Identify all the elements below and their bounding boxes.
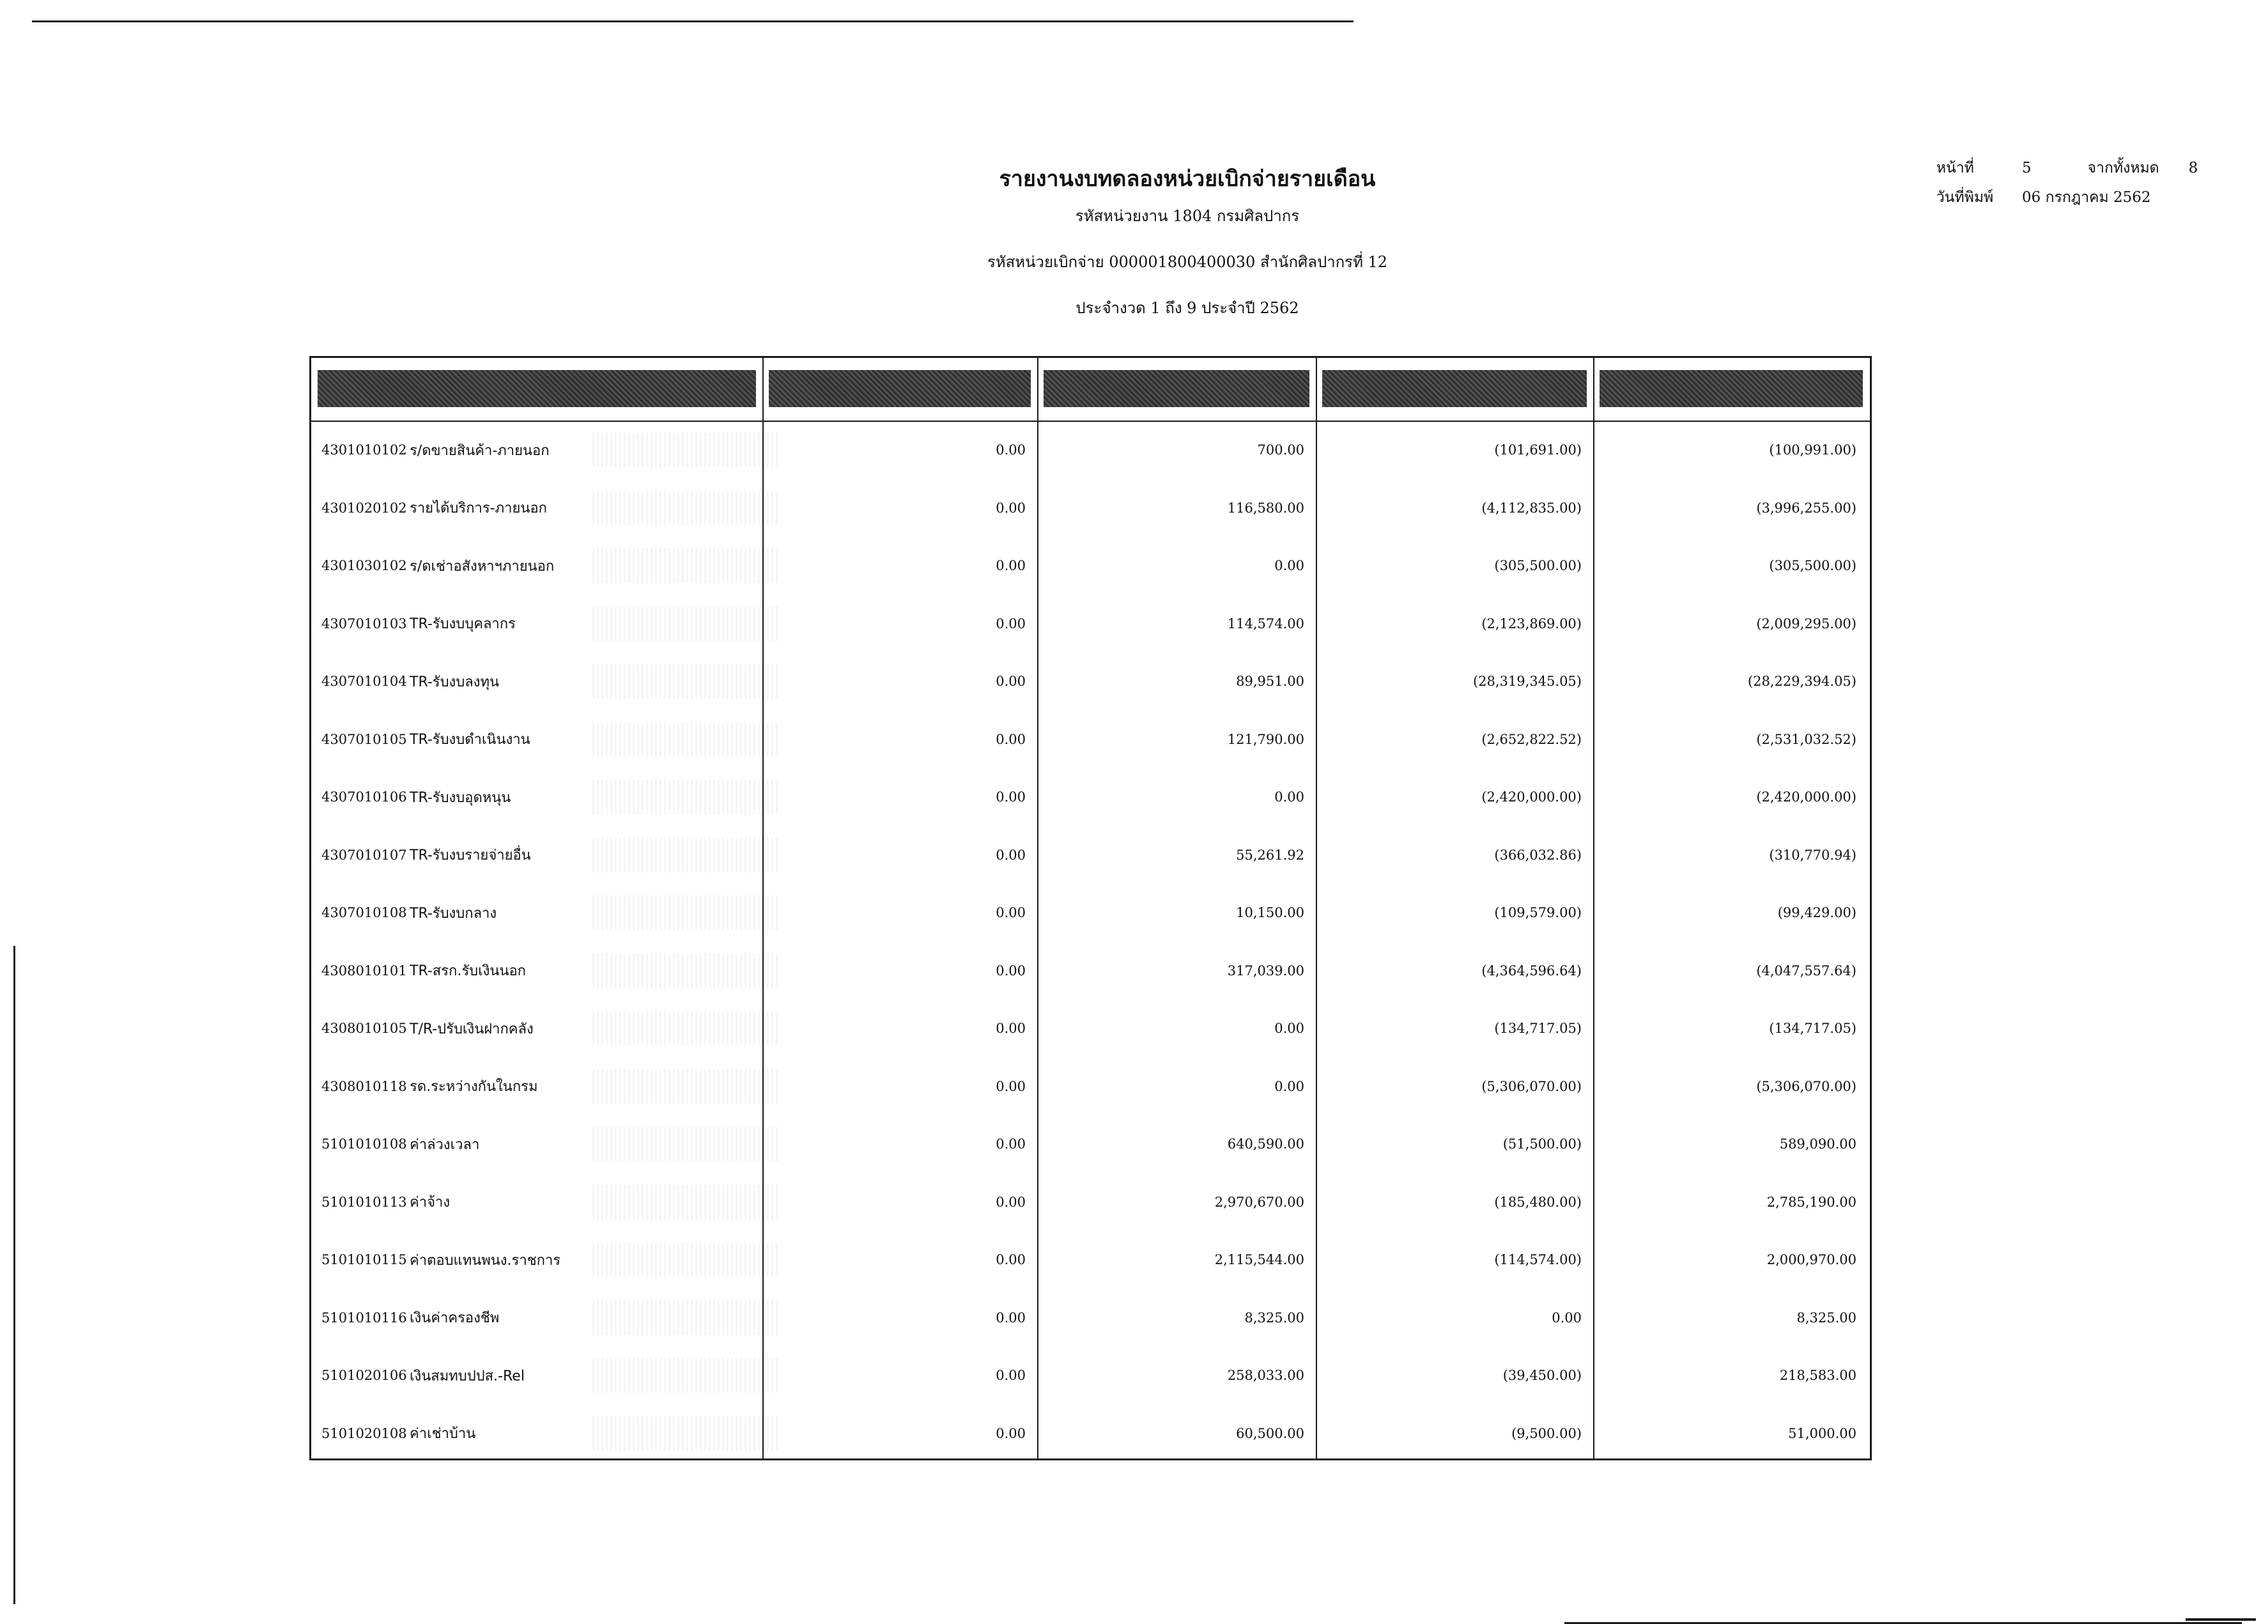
value-col2-text: 0.00 — [1274, 558, 1304, 574]
account-code: 5101010116 — [321, 1310, 407, 1326]
account-code: 5101020106 — [321, 1368, 407, 1384]
value-col1-text: 0.00 — [996, 1368, 1026, 1384]
value-col3 — [1317, 1000, 1593, 1058]
value-col2 — [1038, 884, 1316, 942]
table-row — [311, 537, 1870, 595]
value-col3 — [1317, 826, 1593, 885]
value-col1-text: 0.00 — [996, 558, 1026, 574]
value-col3 — [1317, 711, 1593, 769]
account-code: 5101010115 — [321, 1252, 407, 1268]
scan-border-top — [32, 20, 1354, 22]
scan-border-bottom-mark — [2186, 1618, 2256, 1621]
value-col1-text: 0.00 — [996, 442, 1026, 458]
account-code: 4308010118 — [321, 1078, 407, 1094]
value-col3-text: (4,364,596.64) — [1481, 963, 1582, 978]
value-col1 — [762, 884, 1037, 942]
account-name: TR-รับงบอุดหนุน — [410, 789, 511, 806]
account-name: ร/ดเช่าอสังหาฯภายนอก — [410, 558, 555, 575]
value-col4-text: 2,000,970.00 — [1766, 1252, 1856, 1268]
account-code: 5101010113 — [321, 1194, 407, 1210]
table-row — [311, 1173, 1870, 1232]
value-col1 — [762, 1058, 1037, 1116]
table-row — [311, 1405, 1870, 1463]
value-col1 — [762, 421, 1037, 479]
scan-border-left — [13, 946, 15, 1604]
account-code: 4307010103 — [321, 615, 407, 631]
table-header-row — [311, 358, 1870, 422]
page-info — [1936, 153, 2198, 212]
account-name: TR-รับงบกลาง — [410, 905, 497, 922]
print-date: 06 กรกฎาคม 2562 — [2022, 189, 2151, 206]
value-col3-text: (39,450.00) — [1502, 1368, 1582, 1384]
account-code: 4307010107 — [321, 847, 407, 863]
account-cell — [321, 421, 762, 479]
table-row — [311, 595, 1870, 653]
table-row — [311, 1231, 1870, 1289]
value-col1 — [762, 1347, 1037, 1405]
value-col3-text: (185,480.00) — [1494, 1194, 1582, 1210]
value-col1 — [762, 1173, 1037, 1232]
value-col1-text: 0.00 — [996, 1252, 1026, 1268]
value-col4 — [1594, 595, 1868, 653]
value-col2 — [1038, 421, 1316, 479]
value-col4-text: (28,229,394.05) — [1747, 674, 1856, 690]
trial-balance-table — [309, 356, 1872, 1460]
account-code: 4308010105 — [321, 1021, 407, 1037]
value-col2-text: 0.00 — [1274, 789, 1304, 805]
value-col4 — [1594, 1173, 1868, 1232]
value-col4-text: (4,047,557.64) — [1756, 963, 1856, 978]
value-col2 — [1038, 1289, 1316, 1347]
value-col4 — [1594, 421, 1868, 479]
value-col1 — [762, 1231, 1037, 1289]
value-col2 — [1038, 768, 1316, 826]
value-col4-text: 589,090.00 — [1779, 1136, 1856, 1152]
account-name: เงินค่าครองชีพ — [410, 1310, 500, 1327]
account-name: TR-สรก.รับเงินนอก — [410, 963, 526, 980]
value-col4-text: (305,500.00) — [1769, 558, 1856, 574]
value-col3 — [1317, 653, 1593, 711]
table-row — [311, 884, 1870, 942]
value-col3-text: (366,032.86) — [1494, 847, 1582, 863]
account-code: 4307010104 — [321, 674, 407, 690]
value-col3-text: (9,500.00) — [1511, 1425, 1582, 1441]
value-col2-text: 0.00 — [1274, 1021, 1304, 1037]
value-col2-text: 2,970,670.00 — [1214, 1194, 1304, 1210]
value-col4-text: (2,420,000.00) — [1756, 789, 1856, 805]
value-col1 — [762, 479, 1037, 537]
value-col2-text: 55,261.92 — [1236, 847, 1304, 863]
account-cell — [321, 1058, 762, 1116]
value-col1-text: 0.00 — [996, 674, 1026, 690]
value-col4-text: (2,009,295.00) — [1756, 615, 1856, 631]
value-col2-text: 10,150.00 — [1236, 905, 1304, 921]
value-col1 — [762, 942, 1037, 1000]
account-code: 4301020102 — [321, 500, 407, 516]
value-col3-text: (114,574.00) — [1494, 1252, 1582, 1268]
period-line: ประจำงวด 1 ถึง 9 ประจำปี 2562 — [1076, 299, 1299, 317]
value-col3-text: (109,579.00) — [1494, 905, 1582, 921]
account-name: ค่าตอบแทนพนง.ราชการ — [410, 1252, 561, 1269]
table-row — [311, 826, 1870, 885]
value-col3 — [1317, 479, 1593, 537]
account-name: TR-รับงบลงทุน — [410, 674, 500, 690]
value-col1-text: 0.00 — [996, 731, 1026, 747]
value-col3 — [1317, 942, 1593, 1000]
value-col1-text: 0.00 — [996, 847, 1026, 863]
value-col2-text: 700.00 — [1257, 442, 1304, 458]
table-row — [311, 1115, 1870, 1173]
value-col3-text: (4,112,835.00) — [1481, 500, 1582, 516]
value-col1-text: 0.00 — [996, 500, 1026, 516]
value-col3-text: (101,691.00) — [1494, 442, 1582, 458]
account-cell — [321, 1115, 762, 1173]
value-col2-text: 121,790.00 — [1227, 731, 1304, 747]
value-col2 — [1038, 595, 1316, 653]
account-name: รด.ระหว่างกันในกรม — [410, 1079, 538, 1095]
value-col2 — [1038, 1405, 1316, 1463]
value-col3-text: (28,319,345.05) — [1472, 674, 1582, 690]
account-cell — [321, 537, 762, 595]
total-pages-label: จากทั้งหมด — [2087, 160, 2159, 176]
account-code: 4301030102 — [321, 558, 407, 574]
value-col4 — [1594, 1000, 1868, 1058]
value-col4-text: (134,717.05) — [1769, 1021, 1856, 1037]
value-col3-text: 0.00 — [1552, 1310, 1582, 1326]
value-col2 — [1038, 826, 1316, 885]
print-date-row — [1936, 183, 2198, 212]
account-name: TR-รับงบบุคลากร — [410, 616, 516, 633]
value-col2-text: 89,951.00 — [1236, 674, 1304, 690]
header-cell-col4 — [1600, 370, 1863, 407]
value-col3 — [1317, 1231, 1593, 1289]
value-col3-text: (2,420,000.00) — [1481, 789, 1582, 805]
header-cell-col3 — [1322, 370, 1587, 407]
table-row — [311, 768, 1870, 826]
header-cell-account — [318, 370, 756, 407]
value-col4 — [1594, 884, 1868, 942]
value-col1-text: 0.00 — [996, 1078, 1026, 1094]
value-col1 — [762, 1000, 1037, 1058]
value-col2-text: 8,325.00 — [1244, 1310, 1304, 1326]
value-col4 — [1594, 479, 1868, 537]
account-cell — [321, 1173, 762, 1232]
value-col4-text: (100,991.00) — [1769, 442, 1856, 458]
value-col3 — [1317, 537, 1593, 595]
value-col3-text: (5,306,070.00) — [1481, 1078, 1582, 1094]
value-col4-text: 51,000.00 — [1788, 1425, 1856, 1441]
value-col2-text: 317,039.00 — [1227, 963, 1304, 978]
value-col4 — [1594, 942, 1868, 1000]
account-name: ค่าจ้าง — [410, 1195, 451, 1211]
account-name: เงินสมทบปปส.-Rel — [410, 1368, 525, 1384]
value-col1-text: 0.00 — [996, 1194, 1026, 1210]
table-row — [311, 942, 1870, 1000]
account-name: ร/ดขายสินค้า-ภายนอก — [410, 442, 550, 459]
account-cell — [321, 1000, 762, 1058]
value-col1 — [762, 711, 1037, 769]
account-code: 5101010108 — [321, 1136, 407, 1152]
value-col3-text: (2,652,822.52) — [1481, 731, 1582, 747]
account-cell — [321, 1289, 762, 1347]
value-col3-text: (51,500.00) — [1502, 1136, 1582, 1152]
value-col1-text: 0.00 — [996, 789, 1026, 805]
value-col2 — [1038, 1115, 1316, 1173]
account-code: 4308010101 — [321, 963, 407, 978]
value-col2 — [1038, 653, 1316, 711]
total-pages: 8 — [2188, 160, 2198, 176]
value-col2 — [1038, 1231, 1316, 1289]
account-cell — [321, 653, 762, 711]
table-row — [311, 1000, 1870, 1058]
value-col2-text: 116,580.00 — [1227, 500, 1304, 516]
value-col4 — [1594, 768, 1868, 826]
header-cell-col2 — [1044, 370, 1309, 407]
value-col1 — [762, 1115, 1037, 1173]
value-col2 — [1038, 1058, 1316, 1116]
value-col1 — [762, 1405, 1037, 1463]
value-col3 — [1317, 1173, 1593, 1232]
value-col2-text: 114,574.00 — [1227, 615, 1304, 631]
value-col4-text: (3,996,255.00) — [1756, 500, 1856, 516]
value-col1-text: 0.00 — [996, 615, 1026, 631]
page-label: หน้าที่ — [1936, 160, 1974, 176]
value-col4 — [1594, 1231, 1868, 1289]
account-cell — [321, 595, 762, 653]
account-name: ค่าล่วงเวลา — [410, 1136, 480, 1153]
value-col3 — [1317, 1115, 1593, 1173]
value-col4 — [1594, 826, 1868, 885]
value-col2-text: 2,115,544.00 — [1214, 1252, 1304, 1268]
account-code: 4307010108 — [321, 905, 407, 921]
value-col1-text: 0.00 — [996, 1136, 1026, 1152]
value-col4-text: (310,770.94) — [1769, 847, 1856, 863]
value-col2-text: 640,590.00 — [1227, 1136, 1304, 1152]
value-col1 — [762, 768, 1037, 826]
value-col1-text: 0.00 — [996, 963, 1026, 978]
value-col3 — [1317, 421, 1593, 479]
value-col1-text: 0.00 — [996, 1021, 1026, 1037]
value-col2 — [1038, 1347, 1316, 1405]
account-cell — [321, 942, 762, 1000]
account-cell — [321, 1405, 762, 1463]
value-col2 — [1038, 711, 1316, 769]
account-cell — [321, 884, 762, 942]
value-col1-text: 0.00 — [996, 1310, 1026, 1326]
value-col4 — [1594, 537, 1868, 595]
value-col1 — [762, 1289, 1037, 1347]
value-col4-text: 8,325.00 — [1796, 1310, 1856, 1326]
account-name: TR-รับงบดำเนินงาน — [410, 732, 530, 748]
account-name: ค่าเช่าบ้าน — [410, 1426, 476, 1442]
print-date-label: วันที่พิมพ์ — [1936, 189, 1994, 206]
report-title: รายงานงบทดลองหน่วยเบิกจ่ายรายเดือน — [999, 166, 1376, 192]
account-name: T/R-ปรับเงินฝากคลัง — [410, 1021, 534, 1037]
value-col4-text: 218,583.00 — [1779, 1368, 1856, 1384]
value-col2 — [1038, 537, 1316, 595]
value-col4-text: (99,429.00) — [1777, 905, 1856, 921]
agency-line: รหัสหน่วยงาน 1804 กรมศิลปากร — [1075, 207, 1300, 225]
account-cell — [321, 711, 762, 769]
account-code: 4301010102 — [321, 442, 407, 458]
account-code: 4307010106 — [321, 789, 407, 805]
value-col3 — [1317, 884, 1593, 942]
value-col1 — [762, 595, 1037, 653]
header-cell-col1 — [769, 370, 1031, 407]
account-cell — [321, 826, 762, 885]
account-cell — [321, 1231, 762, 1289]
account-cell — [321, 479, 762, 537]
value-col3 — [1317, 595, 1593, 653]
value-col2-text: 60,500.00 — [1236, 1425, 1304, 1441]
page-number-row — [1936, 153, 2198, 183]
value-col4-text: (5,306,070.00) — [1756, 1078, 1856, 1094]
table-row — [311, 1058, 1870, 1116]
value-col2 — [1038, 1000, 1316, 1058]
table-row — [311, 1347, 1870, 1405]
value-col2 — [1038, 942, 1316, 1000]
disbursing-unit-line: รหัสหน่วยเบิกจ่าย 000001800400030 สำนักศิลปากรที่ 12 — [987, 253, 1388, 271]
account-code: 4307010105 — [321, 731, 407, 747]
value-col4-text: 2,785,190.00 — [1766, 1194, 1856, 1210]
value-col3 — [1317, 1058, 1593, 1116]
value-col3-text: (2,123,869.00) — [1481, 615, 1582, 631]
value-col4 — [1594, 1115, 1868, 1173]
value-col3 — [1317, 768, 1593, 826]
value-col3-text: (134,717.05) — [1494, 1021, 1582, 1037]
value-col4 — [1594, 653, 1868, 711]
account-cell — [321, 1347, 762, 1405]
table-row — [311, 421, 1870, 479]
table-row — [311, 653, 1870, 711]
value-col1 — [762, 537, 1037, 595]
value-col3 — [1317, 1405, 1593, 1463]
value-col4 — [1594, 711, 1868, 769]
account-code: 5101020108 — [321, 1425, 407, 1441]
page-number: 5 — [2022, 160, 2032, 176]
value-col3-text: (305,500.00) — [1494, 558, 1582, 574]
table-row — [311, 479, 1870, 537]
value-col1 — [762, 826, 1037, 885]
value-col2 — [1038, 479, 1316, 537]
value-col4-text: (2,531,032.52) — [1756, 731, 1856, 747]
value-col4 — [1594, 1405, 1868, 1463]
value-col2-text: 258,033.00 — [1227, 1368, 1304, 1384]
value-col4 — [1594, 1289, 1868, 1347]
table-row — [311, 1289, 1870, 1347]
value-col3 — [1317, 1347, 1593, 1405]
table-row — [311, 711, 1870, 769]
value-col1-text: 0.00 — [996, 1425, 1026, 1441]
value-col3 — [1317, 1289, 1593, 1347]
value-col4 — [1594, 1058, 1868, 1116]
value-col2 — [1038, 1173, 1316, 1232]
account-cell — [321, 768, 762, 826]
value-col1-text: 0.00 — [996, 905, 1026, 921]
account-name: รายได้บริการ-ภายนอก — [410, 500, 547, 517]
value-col1 — [762, 653, 1037, 711]
value-col2-text: 0.00 — [1274, 1078, 1304, 1094]
account-name: TR-รับงบรายจ่ายอื่น — [410, 847, 531, 864]
value-col4 — [1594, 1347, 1868, 1405]
